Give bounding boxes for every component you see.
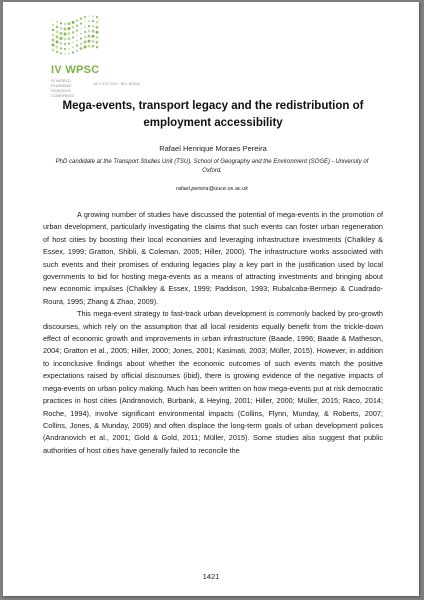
logo-title: IV WPSC xyxy=(51,64,100,76)
paper-title: Mega-events, transport legacy and the redistribution of employment accessibility xyxy=(62,100,364,129)
paragraph: A growing number of studies have discussed the potential of mega-events in the promotion of urban development, particularly investigating the claims that such events can foster urban regeneration of host cities by boosting their local economies and leveraging infrastructure investments (Chalkley & Essex, 1999; Gratton, Shibli, & Coleman, 2005; Hiller, 2000). The infrastructure works associated with such events and their promises of enduring legacies play a key part in the justification used by local governments to bid for hosting mega-events as a means of attracting investments and bringing about new economic impulses (Chalkley & Essex, 1999; Paddison, 1993; Rubalcaba-Bermejo & Cuadrado-Roura, 1995; Zhang & Zhao, 2009). xyxy=(43,210,383,306)
logo-subtitle: IV WORLD PLANNING SCHOOLS CONGRESS xyxy=(51,78,74,98)
author-affiliation: PhD candidate at the Transport Studies Unit (TSU), School of Geography and the Environment (SOGE) - University of Oxford. xyxy=(55,159,369,174)
dotted-wave-logo-icon xyxy=(31,12,101,60)
paragraph: This mega-event strategy to fast-track urban development is commonly backed by pro-growth discourses, which rely on the assumption that all local residents equally benefit from the trickle-down effect of economic growth and improvements in urban infrastructure (Baade, 1996; Baade & Matheson, 2004; Gratton et al., 2005; Hiller, 2000; Jones, 2001; Kasimati, 2003; Müller, 2015). However, in addition to inconclusive findings about whether the economic outcomes of such events match the positive expectations raised by official discourses (ibid), there is growing evidence of the negative impacts of mega-events on urban policy making. Much has been written on how mega-events put at risk democratic practices in host cities (Andranovich, Burbank, & Heying, 2001; Hiller, 2000; Müller, 2015; Raco, 2014; Roche, 1994), involve significant environmental impacts (Collins, Flynn, Munday, & Roberts, 2007; Collins, Jones, & Munday, 2009) and often displace the long-term goals of urban development polices (Andranovich et al., 2001; Gold & Gold, 2011; Müller, 2015). Some studies also suggest that public authorities of host cities have generally failed to reconcile the xyxy=(43,309,383,455)
document-page xyxy=(3,2,419,596)
page-number: 1421 xyxy=(202,572,220,581)
body-text xyxy=(43,209,383,457)
author-name: Rafael Henrique Moraes Pereira xyxy=(159,144,267,153)
conference-logo xyxy=(31,12,151,98)
logo-tagline: JULY 4TH 2016 · RIO, BRAZIL xyxy=(93,82,142,86)
author-email: rafael.pereira@ouce.ox.ac.uk xyxy=(176,186,248,192)
